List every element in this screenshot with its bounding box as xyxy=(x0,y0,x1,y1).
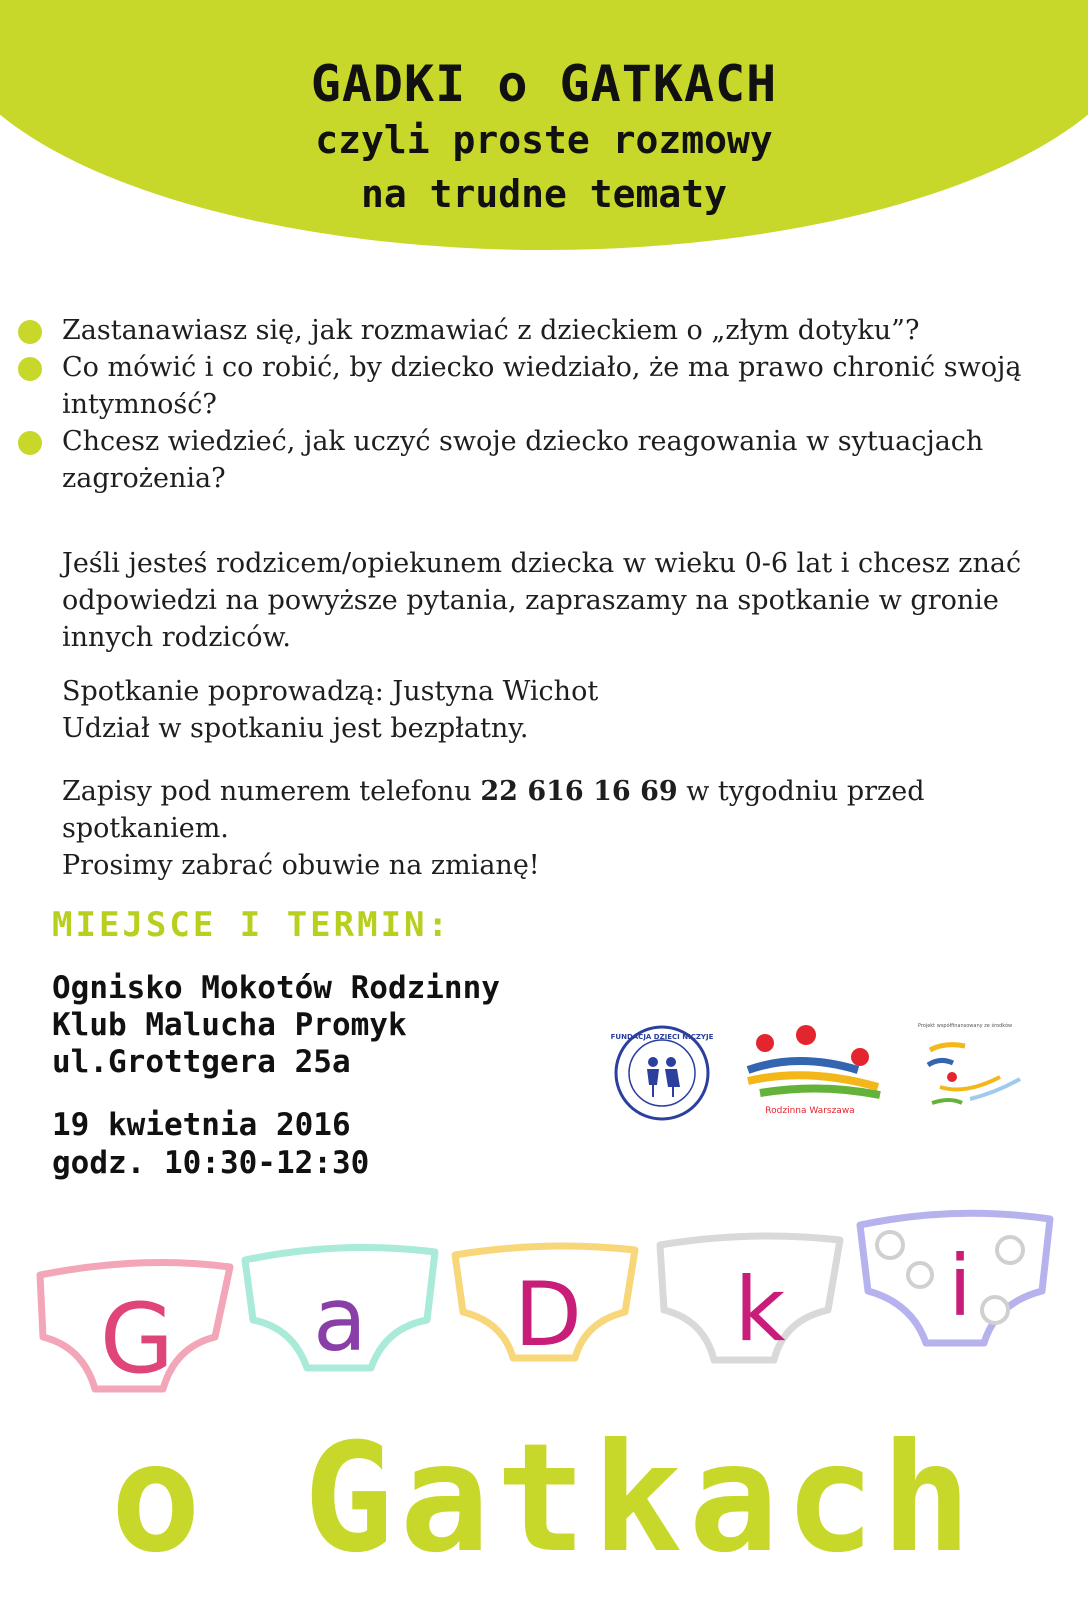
phone-number: 22 616 16 69 xyxy=(480,776,678,807)
pants-grey xyxy=(660,1236,840,1361)
page-subtitle-line-2: na trudne tematy xyxy=(360,172,728,216)
signup-line xyxy=(62,773,1072,847)
fundacja-text: FUNDACJA DZIECI NICZYJE xyxy=(610,1033,714,1041)
cofinancing-caption: Projekt współfinansowany ze środków xyxy=(917,1023,1013,1029)
free-line: Udział w spotkaniu jest bezpłatny. xyxy=(62,713,529,744)
sponsor-logos xyxy=(610,1015,1040,1125)
event-date: 19 kwietnia 2016 xyxy=(52,1107,351,1143)
cofinancing-logo xyxy=(918,1022,1020,1103)
place-line-3: ul.Grottgera 25a xyxy=(52,1044,351,1080)
list-item-text: Co mówić i co robić, by dziecko wiedziało, że ma prawo chronić swoją intymność? xyxy=(62,352,1022,420)
event-date-time xyxy=(52,1106,369,1182)
place-line-2: Klub Malucha Promyk xyxy=(52,1007,407,1043)
shoes-note: Prosimy zabrać obuwie na zmianę! xyxy=(62,850,540,881)
list-item xyxy=(18,312,1038,349)
bullet-dot-icon xyxy=(18,320,42,344)
place-heading: MIEJSCE I TERMIN: xyxy=(52,905,451,945)
signup-text-after: w tygodniu przed spotkaniem. xyxy=(62,776,925,844)
fundacja-logo xyxy=(611,1027,714,1119)
gatki-letter-a: a xyxy=(313,1268,367,1371)
page-subtitle-line-1: czyli proste rozmowy xyxy=(315,118,773,162)
pants-lavender xyxy=(860,1213,1050,1343)
list-item xyxy=(18,349,1038,423)
header xyxy=(0,55,1088,221)
place-address xyxy=(52,970,500,1081)
bullet-dot-icon xyxy=(18,357,42,381)
signup-text-before: Zapisy pod numerem telefonu xyxy=(62,776,481,807)
pants-yellow xyxy=(455,1246,635,1366)
question-list xyxy=(18,312,1038,497)
gatki-letter-d: D xyxy=(514,1263,582,1366)
rodzinna-warszawa-logo xyxy=(748,1025,880,1116)
gatki-letter-i: i xyxy=(948,1237,972,1335)
intro-paragraph: Jeśli jesteś rodzicem/opiekunem dziecka w wieku 0-6 lat i chcesz znać odpowiedzi na powyższe pytania, zapraszamy na spotkanie w gronie innych rodziców. xyxy=(62,548,1022,653)
event-time: godz. 10:30-12:30 xyxy=(52,1145,370,1181)
list-item-text: Zastanawiasz się, jak rozmawiać z dzieckiem o „złym dotyku”? xyxy=(62,315,920,346)
bullet-dot-icon xyxy=(18,431,42,455)
gatki-illustration xyxy=(0,1200,1088,1400)
list-item-text: Chcesz wiedzieć, jak uczyć swoje dziecko reagowania w sytuacjach zagrożenia? xyxy=(62,426,984,494)
gatki-letter-g: G xyxy=(99,1283,175,1395)
place-line-1: Ognisko Mokotów Rodzinny xyxy=(52,970,500,1006)
rodzinna-warszawa-text: Rodzinna Warszawa xyxy=(765,1106,855,1116)
pants-mint xyxy=(245,1248,435,1372)
host-line: Spotkanie poprowadzą: Justyna Wichot xyxy=(62,676,599,707)
footer-logo: o Gatkach xyxy=(110,1412,978,1586)
list-item xyxy=(18,423,1038,497)
gatki-letter-k: k xyxy=(734,1258,786,1361)
page-title: GADKI o GATKACH xyxy=(310,55,778,113)
pants-pink xyxy=(40,1263,230,1396)
